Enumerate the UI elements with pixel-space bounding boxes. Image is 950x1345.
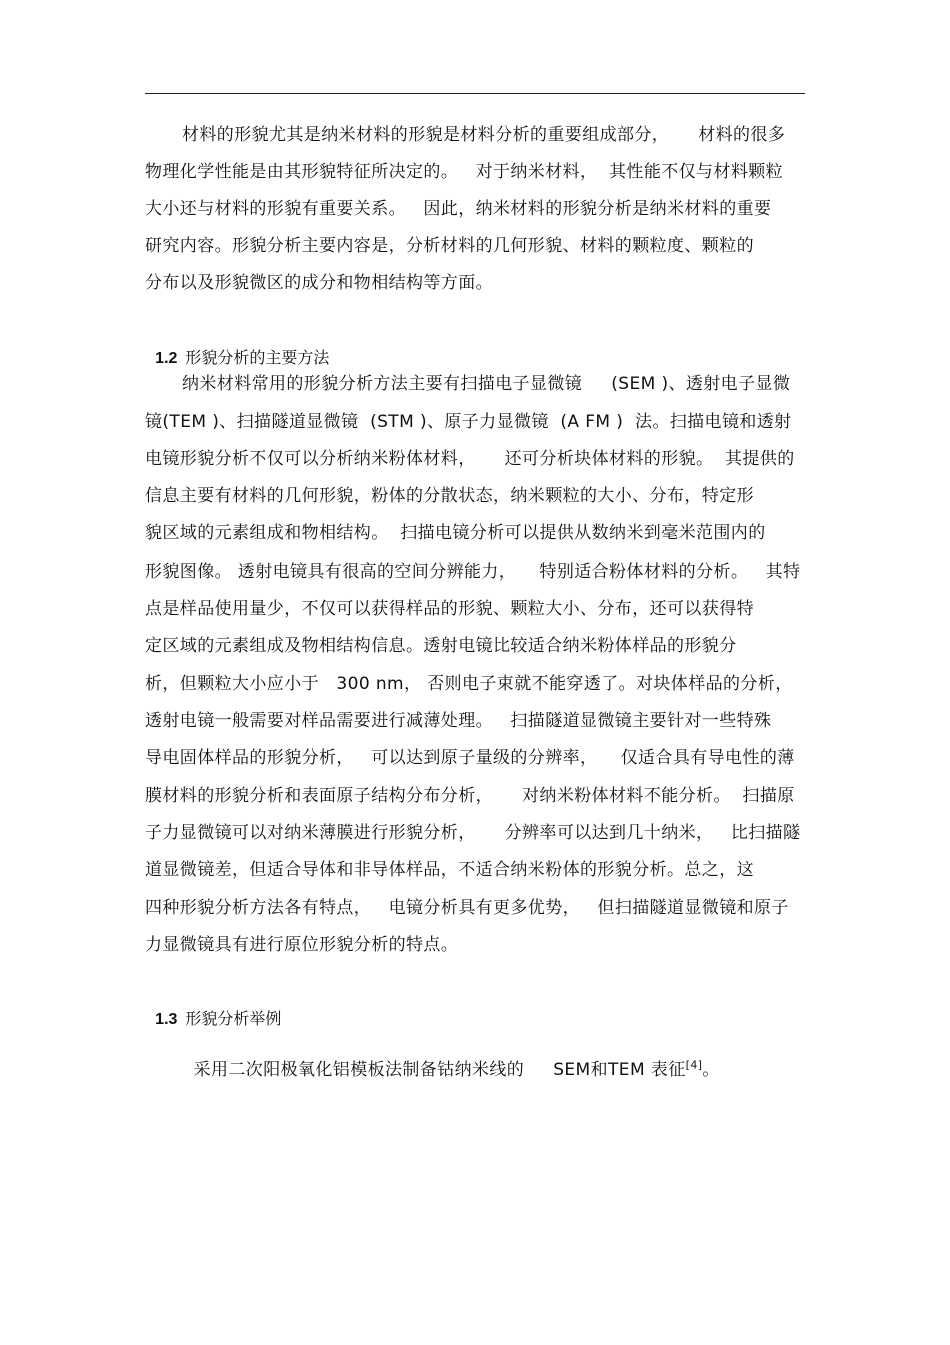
section-number: 1.2 — [155, 350, 178, 367]
paragraph-2-line: 纳米材料常用的形貌分析方法主要有扫描电子显微镜 (SEM )、透射电子显微 — [182, 374, 791, 394]
header-rule — [145, 93, 805, 94]
paragraph-2-line: 电镜形貌分析不仅可以分析纳米粉体材料， 还可分析块体材料的形貌。 其提供的 — [145, 449, 795, 469]
paragraph-2-line: 点是样品使用量少，不仅可以获得样品的形貌、颗粒大小、分布，还可以获得特 — [145, 599, 754, 619]
paragraph-2-line: 膜材料的形貌分析和表面原子结构分布分析， 对纳米粉体材料不能分析。 扫描原 — [145, 786, 795, 806]
paragraph-1-line: 分布以及形貌微区的成分和物相结构等方面。 — [145, 273, 493, 293]
paragraph-2-line: 透射电镜一般需要对样品需要进行减薄处理。 扫描隧道显微镜主要针对一些特殊 — [145, 711, 772, 731]
section-title: 形貌分析的主要方法 — [185, 348, 330, 367]
paragraph-2-line: 四种形貌分析方法各有特点， 电镜分析具有更多优势， 但扫描隧道显微镜和原子 — [145, 898, 789, 918]
paragraph-2-line: 导电固体样品的形貌分析， 可以达到原子量级的分辨率， 仅适合具有导电性的薄 — [145, 748, 795, 768]
citation-reference: [4] — [685, 1058, 703, 1072]
section-title: 形貌分析举例 — [185, 1009, 282, 1028]
section-heading — [145, 986, 281, 1031]
paragraph-2-line: 力显微镜具有进行原位形貌分析的特点。 — [145, 935, 459, 955]
paragraph-2-line: 貌区域的元素组成和物相结构。 扫描电镜分析可以提供从数纳米到毫米范围内的 — [145, 523, 766, 543]
paragraph-1-line: 物理化学性能是由其形貌特征所决定的。 对于纳米材料， 其性能不仅与材料颗粒 — [145, 162, 784, 182]
section-number: 1.3 — [155, 1011, 178, 1028]
paragraph-2-line: 定区域的元素组成及物相结构信息。透射电镜比较适合纳米粉体样品的形貌分 — [145, 636, 737, 656]
paragraph-3-text: 采用二次阳极氧化铝模板法制备钴纳米线的 SEM和TEM 表征 — [193, 1060, 686, 1080]
paragraph-1-line: 研究内容。形貌分析主要内容是，分析材料的几何形貌、材料的颗粒度、颗粒的 — [145, 236, 754, 256]
section-heading — [145, 325, 329, 370]
paragraph-2-line: 析，但颗粒大小应小于 300 nm， 否则电子束就不能穿透了。对块体样品的分析， — [145, 674, 793, 694]
paragraph-2-line: 道显微镜差，但适合导体和非导体样品，不适合纳米粉体的形貌分析。总之，这 — [145, 860, 754, 880]
paragraph-2-line: 形貌图像。 透射电镜具有很高的空间分辨能力， 特别适合粉体材料的分析。 其特 — [145, 562, 801, 582]
paragraph-2-line: 镜(TEM )、扫描隧道显微镜 (STM )、原子力显微镜 (A FM ) 法。扫描电镜和透射 — [145, 412, 792, 432]
paragraph-3-line — [182, 1034, 720, 1082]
paragraph-2-line: 子力显微镜可以对纳米薄膜进行形貌分析， 分辨率可以达到几十纳米， 比扫描隧 — [145, 823, 801, 843]
paragraph-1-line: 材料的形貌尤其是纳米材料的形貌是材料分析的重要组成部分， 材料的很多 — [182, 125, 786, 145]
paragraph-3-end: 。 — [702, 1060, 720, 1080]
paragraph-2-line: 信息主要有材料的几何形貌，粉体的分散状态，纳米颗粒的大小、分布，特定形 — [145, 486, 754, 506]
paragraph-1-line: 大小还与材料的形貌有重要关系。 因此，纳米材料的形貌分析是纳米材料的重要 — [145, 199, 772, 219]
